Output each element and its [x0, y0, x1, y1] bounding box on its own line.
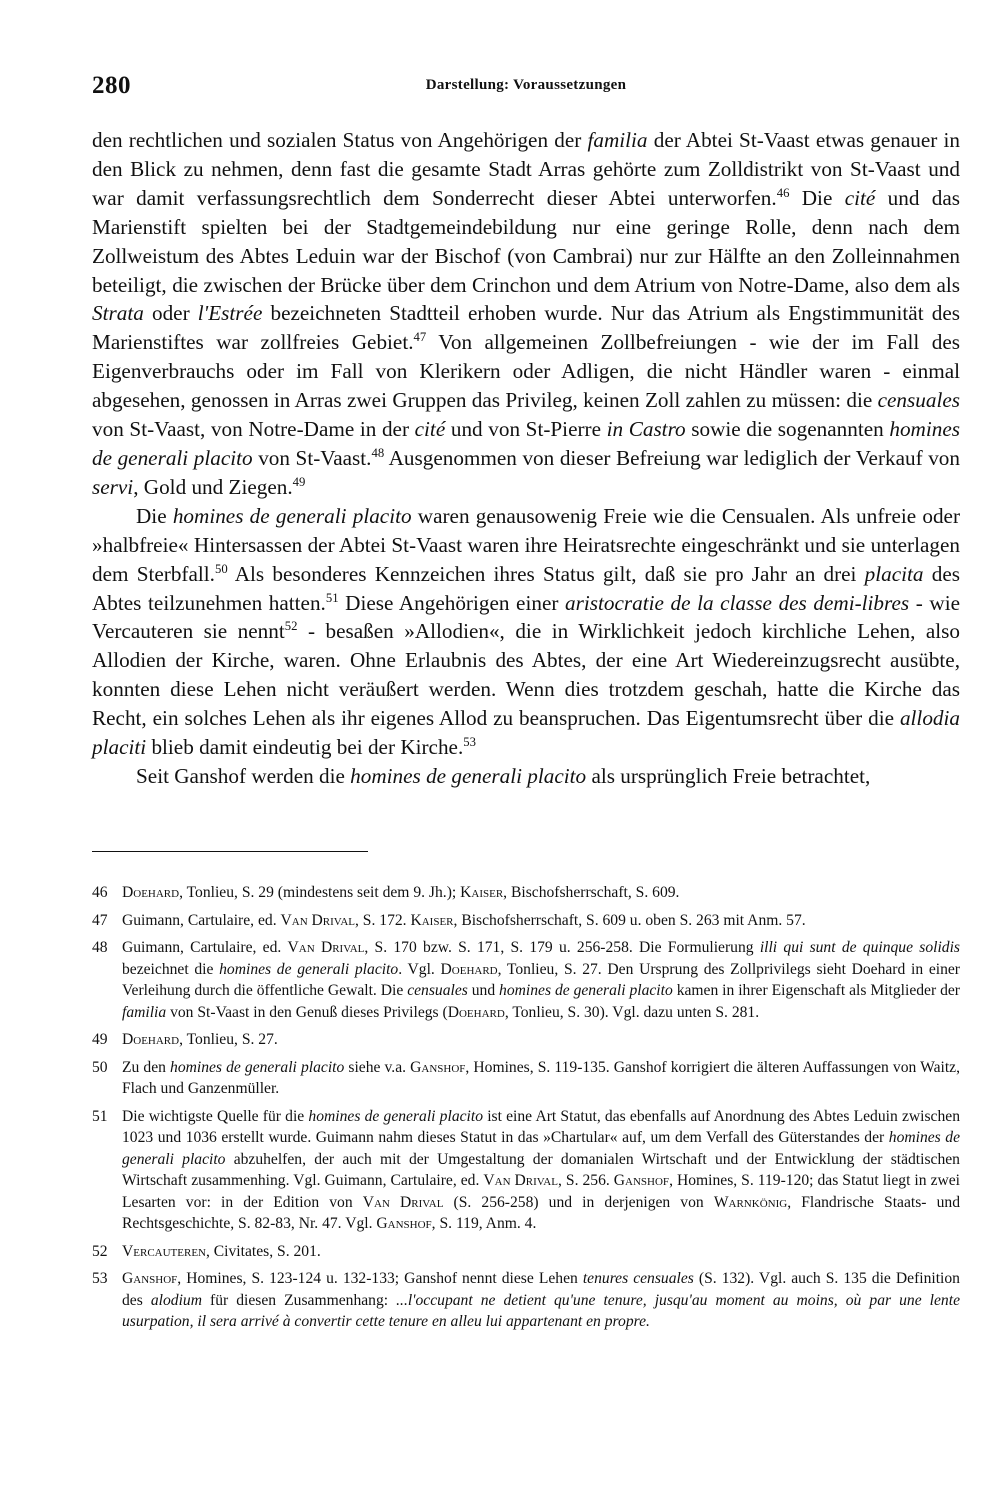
footnote-ref-46: 46 — [776, 185, 790, 200]
footnote-text: Die wichtigste Quelle für die homines de generali placito ist eine Art Statut, das ebenfalls auf Anordnung des Abtes Leduin zwischen 1023 und 1036 erstellt wurde. Guimann nahm dieses Statut in das »Chartular« auf, um dem Verfall des Güterstandes der homines de generali placito abzuhelfen, der auch mit der Umgestaltung der domanialen Wirtschaft und der Entwicklung der städtischen Wirtschaft zusammenhing. Vgl. Guimann, Cartulaire, ed. Van Drival, S. 256. Ganshof, Homines, S. 119-120; das Statut liegt in zwei Lesarten vor: in der Edition von Van Drival (S. 256-258) und in derjenigen von Warnkönig, Flandrische Staats- und Rechtsgeschichte, S. 82-83, Nr. 47. Vgl. Ganshof, S. 119, Anm. 4. — [122, 1107, 961, 1232]
footnote-number: 48 — [92, 939, 108, 956]
footnote-47 — [92, 910, 960, 932]
footnote-51 — [92, 1106, 960, 1235]
footnote-text: Doehard, Tonlieu, S. 29 (mindestens seit dem 9. Jh.); Kaiser, Bischofsherrschaft, S. 609. — [122, 884, 680, 901]
footnote-ref-51: 51 — [325, 590, 339, 605]
footnote-text: Vercauteren, Civitates, S. 201. — [122, 1242, 321, 1260]
footnote-text: Guimann, Cartulaire, ed. Van Drival, S. 172. Kaiser, Bischofsherrschaft, S. 609 u. oben S. 263 mit Anm. 57. — [122, 911, 806, 929]
footnotes — [92, 882, 960, 1339]
footnote-number: 52 — [92, 1242, 108, 1260]
footnote-number: 51 — [92, 1107, 108, 1125]
main-text — [92, 126, 960, 791]
footnote-ref-49: 49 — [292, 474, 306, 489]
footnote-50 — [92, 1057, 960, 1100]
footnote-46 — [92, 882, 960, 904]
footnote-53 — [92, 1268, 960, 1333]
footnote-number: 47 — [92, 911, 108, 929]
footnote-ref-47: 47 — [413, 330, 427, 345]
footnote-text: Guimann, Cartulaire, ed. Van Drival, S. 170 bzw. S. 171, S. 179 u. 256-258. Die Formulierung illi qui sunt de quinque solidis bezeichnet die homines de generali placito. Vgl. Doehard, Tonlieu, S. 27. Den Ursprung des Zollprivilegs sieht Doehard in einer Verleihung durch die öffentliche Gewalt. Die censuales und homines de generali placito kamen in ihrer Eigenschaft als Mitglieder der familia von St-Vaast in den Genuß dieses Privilegs (Doehard, Tonlieu, S. 30). Vgl. dazu unten S. 281. — [122, 939, 960, 1021]
footnote-separator — [92, 851, 368, 852]
footnote-ref-50: 50 — [214, 561, 228, 576]
footnote-ref-52: 52 — [284, 619, 298, 634]
footnote-number: 49 — [92, 1031, 108, 1048]
running-head: Darstellung: Voraussetzungen — [425, 77, 627, 93]
paragraph-3: Seit Ganshof werden die homines de generali placito als ursprünglich Freie betrachtet, — [136, 763, 871, 788]
page-number: 280 — [92, 72, 131, 99]
footnote-52 — [92, 1241, 960, 1263]
page-header — [92, 72, 960, 106]
footnote-text: Ganshof, Homines, S. 123-124 u. 132-133; Ganshof nennt diese Lehen tenures censuales (S. 132). Vgl. auch S. 135 die Definition des alodium für diesen Zusammenhang: ...l'occupant ne detient qu'une tenure, jusqu'au moment au moins, où par une lente usurpation, il sera arrivé à convertir cette tenure en alleu lui appartenant en propre. — [122, 1270, 960, 1330]
footnote-49 — [92, 1029, 960, 1051]
footnote-number: 53 — [92, 1270, 108, 1287]
footnote-ref-48: 48 — [371, 445, 385, 460]
footnote-number: 46 — [92, 884, 108, 901]
footnote-ref-53: 53 — [463, 734, 476, 749]
paragraph-2: Die homines de generali placito waren genausowenig Freie wie die Censualen. Als unfreie oder »halbfreie« Hintersassen der Abtei St-Vaast waren ihre Heiratsrechte eingeschränkt und sie unterlagen dem Sterbfall.$^{50}$ Als besonderes Kennzeichen ihres Status gilt, daß sie pro Jahr an drei placita des Abtes teilzunehmen hatten.$^{51}$ Diese Angehörigen einer aristocratie de la classe des demi-libres - wie Vercauteren sie nennt$^{52}$ - besaßen »Allodien«, die in Wirklichkeit jedoch kirchliche Lehen, also Allodien der Kirche, waren. Ohne Erlaubnis des Abtes, der eine Art Wiedereinzugsrecht ausübte, konnten diese Lehen nicht veräußert werden. Wenn dies trotzdem geschah, hatte die Kirche das Recht, ein solches Lehen als ihr eigenes Allod zu beanspruchen. Das Eigentumsrecht über die allodia placiti blieb damit eindeutig bei der Kirche.$^{53}$ — [92, 503, 961, 760]
footnote-number: 50 — [92, 1058, 108, 1076]
footnote-text: Doehard, Tonlieu, S. 27. — [122, 1031, 278, 1048]
footnote-48 — [92, 937, 960, 1023]
footnote-text: Zu den homines de generali placito siehe v.a. Ganshof, Homines, S. 119-135. Ganshof korrigiert die älteren Auffassungen von Waitz, Flach und Ganzenmüller. — [122, 1058, 960, 1097]
paragraph-1: den rechtlichen und sozialen Status von Angehörigen der familia der Abtei St-Vaast etwas genauer in den Blick zu nehmen, denn fast die gesamte Stadt Arras gehörte zum Zolldistrikt von St-Vaast und war damit verfassungsrechtlich dem Sonderrecht dieser Abtei unterworfen.$^{46}$ Die cité und das Marienstift spielten bei der Stadtgemeindebildung nur eine geringe Rolle, denn nach dem Zollweistum des Abtes Leduin war der Bischof (von Cambrai) nur zur Hälfte an den Zolleinnahmen beteiligt, die zwischen der Brücke über dem Crinchon und dem Atrium von Notre-Dame, also dem als Strata oder l'Estrée bezeichneten Stadtteil erhoben wurde. Nur das Atrium als Engstimmunität des Marienstiftes war zollfreies Gebiet.$^{47}$ Von allgemeinen Zollbefreiungen - wie der im Fall des Eigenverbrauchs oder im Fall von Klerikern oder Adligen, die nicht Händler waren - einmal abgesehen, genossen in Arras zwei Gruppen das Privileg, keinen Zoll zahlen zu müssen: die censuales von St-Vaast, von Notre-Dame in der cité und von St-Pierre in Castro sowie die sogenannten homines de generali placito von St-Vaast.$^{48}$ Ausgenommen von dieser Befreiung war lediglich der Verkauf von servi, Gold und Ziegen.$^{49}$ — [92, 128, 960, 499]
